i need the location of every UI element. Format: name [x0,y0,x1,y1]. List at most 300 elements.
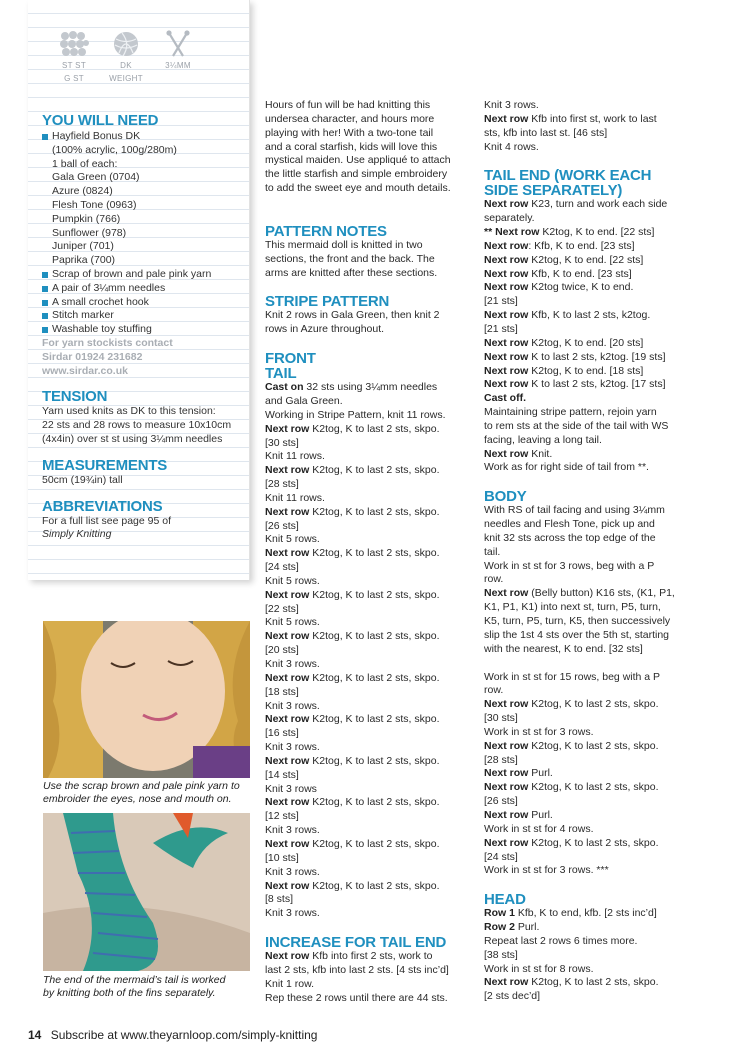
row-instruction: K2tog, K to last 2 sts, skpo. [309,754,440,767]
pattern-line [265,253,470,267]
material-item: Stitch marker [42,309,243,323]
row-instruction: K23, turn and work each side [528,198,668,211]
abbreviations-line-2: Simply Knitting [42,528,112,541]
row-label: Next row [484,198,529,211]
pattern-line [484,198,689,212]
pattern-line [265,672,470,686]
section-heading: INCREASE FOR TAIL END [265,934,447,952]
pattern-line [265,154,470,168]
pattern-line [484,518,689,532]
row-instruction: to rem sts at the side of the tail with WS [484,419,669,432]
row-instruction: Knit 3 rows [265,782,317,795]
pattern-line [484,907,689,921]
row-instruction: K2tog, K to last 2 sts, skpo. [309,547,440,560]
row-instruction: Purl. [528,767,553,780]
measurements-text: 50cm (19¾in) tall [42,473,123,486]
row-instruction: K2tog, K to last 2 sts, skpo. [528,976,659,989]
material-item: (100% acrylic, 100g/280m) [52,143,177,156]
row-instruction: K2tog, K to end. [20 sts] [528,336,644,349]
pattern-line [265,616,470,630]
row-label: Next row [265,796,310,809]
material-item: Flesh Tone (0963) [52,198,137,211]
pattern-line [484,406,689,420]
row-instruction: tail. [484,545,501,558]
row-instruction: Knit 3 rows. [265,699,320,712]
pattern-line [484,268,689,282]
stitch-info [57,30,91,84]
photo1-caption-line-1: Use the scrap brown and pale pink yarn to [43,780,240,792]
row-instruction: [30 sts] [484,712,518,725]
row-instruction: sts, kfb into last st. [46 sts] [484,126,608,139]
row-instruction: Knit 11 rows. [265,450,325,463]
row-instruction: [24 sts] [484,850,518,863]
row-instruction: facing, leaving a long tail. [484,433,602,446]
row-instruction: Rep these 2 rows until there are 44 sts. [265,991,448,1004]
row-instruction: 32 sts using 3¼mm needles [303,381,438,394]
subscribe-link[interactable]: Subscribe at www.theyarnloop.com/simply-knitting [50,1028,318,1042]
pattern-line [484,295,689,309]
row-instruction: Purl. [514,921,540,934]
row-label: Next row [265,464,310,477]
pattern-line [484,504,689,518]
row-instruction: and a coral starfish, kids will love this [265,140,438,153]
pattern-line [265,992,470,1006]
pattern-line [484,587,689,601]
pattern-line [484,212,689,226]
row-instruction: [24 sts] [265,561,299,574]
row-instruction: [28 sts] [265,478,299,491]
row-instruction: [2 sts dec’d] [484,990,541,1003]
row-label: Next row [484,739,529,752]
row-instruction: K2tog, K to last 2 sts, skpo. [528,739,659,752]
section-heading: TAIL END (WORK EACH [484,167,652,185]
materials-list [42,130,243,337]
pattern-line [484,740,689,754]
pattern-line [484,809,689,823]
pattern-line [484,226,689,240]
pattern-line [265,113,470,127]
row-instruction: the little starfish and simple embroidery [265,168,448,181]
section-heading: HEAD [484,891,526,909]
material-item: Hayfield Bonus DK [42,130,243,144]
row-instruction: last 2 sts, kfb into last 2 sts. [4 sts inc’d] [265,963,449,976]
row-instruction: Knit 3 rows. [265,865,320,878]
section-heading: SIDE SEPARATELY) [484,182,623,200]
row-instruction: K2tog twice, K to end. [528,281,634,294]
row-instruction: K2tog, K to last 2 sts, skpo. [528,698,659,711]
row-instruction: mystical maiden. Use appliqué to attach [265,154,451,167]
row-label: Next row [484,781,529,794]
pattern-line [484,823,689,837]
row-label: Next row [484,112,529,125]
row-instruction: [20 sts] [265,644,299,657]
pattern-line [484,864,689,878]
row-instruction: row. [484,573,504,586]
spacer [265,196,470,210]
pattern-line [484,560,689,574]
row-label: Next row [265,547,310,560]
pattern-line [265,907,470,921]
section-heading: PATTERN NOTES [265,222,387,240]
row-label: Next row [484,698,529,711]
pattern-line [265,464,470,478]
photo2-caption-line-1: The end of the mermaid’s tail is worked [43,974,226,986]
row-instruction: Work in st st for 8 rows. [484,962,594,975]
row-instruction: K2tog, K to last 2 sts, skpo. [528,836,659,849]
row-instruction: Hours of fun will be had knitting this [265,99,431,111]
row-instruction: [26 sts] [484,795,518,808]
photo1-caption-line-2: embroider the eyes, nose and mouth on. [43,793,232,805]
pattern-line [484,309,689,323]
pattern-line [484,629,689,643]
row-label: Next row [265,713,310,726]
pattern-line [265,506,470,520]
mermaid-tail-photo [43,813,250,971]
material-item: 1 ball of each: [52,157,118,170]
row-instruction: K2tog, K to last 2 sts, skpo. [309,671,440,684]
pattern-line [484,365,689,379]
row-label: Next row [265,754,310,767]
pattern-line [484,767,689,781]
row-instruction: Work in st st for 3 rows. *** [484,864,609,877]
row-instruction: Knit. [528,447,553,460]
row-label: Next row [484,767,529,780]
pattern-line [484,448,689,462]
row-instruction: [18 sts] [265,685,299,698]
pattern-line [265,727,470,741]
row-label: Next row [265,630,310,643]
row-instruction: Kfb into first 2 sts, work to [309,950,433,963]
row-instruction: K2tog, K to last 2 sts, skpo. [309,796,440,809]
pattern-line [484,113,689,127]
pattern-line [484,837,689,851]
row-instruction: arms are knitted after these sections. [265,266,438,279]
row-instruction: Work in st st for 3 rows, beg with a P [484,559,655,572]
pattern-line [265,755,470,769]
row-instruction: knit 32 sts across the top edge of the [484,531,656,544]
row-label: Next row [265,837,310,850]
row-instruction: Working in Stripe Pattern, knit 11 rows. [265,408,446,421]
pattern-line [265,783,470,797]
row-instruction: This mermaid doll is knitted in two [265,238,423,251]
pattern-line [484,420,689,434]
pattern-line [265,978,470,992]
pattern-line [484,698,689,712]
row-instruction: Purl. [528,808,553,821]
row-instruction: with the nearest, K to end. [32 sts] [484,642,643,655]
page-number: 14 [28,1028,42,1042]
pattern-line [484,990,689,1004]
row-instruction: K2tog, K to last 2 sts, skpo. [309,879,440,892]
pattern-line [265,658,470,672]
row-instruction: (Belly button) K16 sts, (K1, P1, [528,587,675,600]
row-label: Next row [484,309,529,322]
spacer [484,154,689,168]
row-instruction: Work as for right side of tail from **. [484,461,649,474]
row-label: Next row [484,587,529,600]
stockist-phone: Sirdar 01924 231682 [42,350,143,363]
material-item: Washable toy stuffing [42,323,243,337]
pattern-line [484,392,689,406]
material-item: Azure (0824) [52,185,113,198]
spacer [265,210,470,224]
row-instruction: to add the sweet eye and mouth details. [265,182,451,195]
row-instruction: Knit 4 rows. [484,140,539,153]
stitch-caption-1: ST ST [61,61,87,70]
needle-caption: 3¼MM [165,61,191,70]
row-instruction: Knit 2 rows in Gala Green, then knit 2 [265,309,440,322]
row-instruction: [21 sts] [484,322,518,335]
material-item: A pair of 3¼mm needles [42,282,243,296]
pattern-line [265,589,470,603]
spacer [265,921,470,935]
row-instruction: K5, turn, P5, turn, K5, then successively [484,615,671,627]
pattern-line [265,99,470,113]
row-instruction: Knit 11 rows. [265,491,325,504]
row-instruction: Knit 3 rows. [265,658,320,670]
pattern-line [265,395,470,409]
pattern-line [265,323,470,337]
row-instruction: Knit 5 rows. [265,574,320,587]
row-label: Next row [484,267,529,280]
row-instruction: [28 sts] [484,753,518,766]
photo2-caption-line-2: by knitting both of the fins separately. [43,987,216,999]
material-item: Paprika (700) [52,254,116,267]
pattern-line [265,630,470,644]
pattern-line [484,935,689,949]
row-instruction: Kfb, K to end. [23 sts] [528,267,632,280]
row-instruction: rows in Azure throughout. [265,323,385,336]
knit-stitch-icon [59,30,89,58]
pattern-line [265,437,470,451]
tension-line-2: 22 sts and 28 rows to measure 10x10cm [42,419,232,432]
pattern-line [265,796,470,810]
row-instruction: Work in st st for 3 rows. [484,725,594,738]
material-item: Sunflower (978) [52,226,127,239]
row-instruction: Knit 1 row. [265,977,315,990]
weight-caption-2: WEIGHT [109,74,143,83]
pattern-line [265,309,470,323]
pattern-line [265,575,470,589]
row-instruction: [22 sts] [265,602,299,615]
pattern-line [265,838,470,852]
pattern-line [265,644,470,658]
row-label: Row 2 [484,921,515,934]
mermaid-tail-image [43,813,250,971]
pattern-line [484,573,689,587]
tension-line-3: (4x4in) over st st using 3¼mm needles [42,432,223,445]
spacer [265,280,470,294]
pattern-line [265,603,470,617]
pattern-line [484,963,689,977]
row-instruction: undersea character, and hours more [265,112,435,125]
row-instruction: Repeat last 2 rows 6 times more. [484,934,638,947]
row-instruction: slip the 1st 4 sts over the 5th st, starting [484,628,670,641]
pattern-line [265,741,470,755]
weight-caption-1: DK [120,61,132,70]
row-instruction: K2tog, K to last 2 sts, skpo. [309,630,440,643]
row-instruction: [21 sts] [484,295,518,308]
abbreviations-heading: ABBREVIATIONS [42,497,163,515]
pattern-line [484,781,689,795]
row-instruction: Maintaining stripe pattern, rejoin yarn [484,406,657,419]
row-instruction: Knit 5 rows. [265,616,320,629]
pattern-line [265,810,470,824]
spacer [484,475,689,489]
pattern-line [484,615,689,629]
pattern-column-3 [484,99,689,1004]
row-label: Next row [265,588,310,601]
row-label: Next row [484,836,529,849]
pattern-line [484,337,689,351]
row-instruction: Knit 3 rows. [265,824,320,837]
pattern-line [484,754,689,768]
info-icons [57,30,243,84]
spacer [265,337,470,351]
row-instruction: Kfb, K to end, kfb. [2 sts inc’d] [514,907,657,920]
pattern-line [265,450,470,464]
measurements-heading: MEASUREMENTS [42,456,168,474]
row-label: Next row [484,239,529,252]
row-instruction: [30 sts] [265,436,299,449]
materials-sidebar [28,0,250,580]
row-instruction: K2tog, K to end. [18 sts] [528,364,644,377]
pattern-line [265,141,470,155]
pattern-line [484,532,689,546]
row-label: Next row [484,350,529,363]
material-item: A small crochet hook [42,296,243,310]
row-instruction: K2tog, K to last 2 sts, skpo. [309,588,440,601]
pattern-line [484,921,689,935]
tension-heading: TENSION [42,388,108,406]
row-instruction: K to last 2 sts, k2tog. [19 sts] [528,350,666,363]
row-instruction: [12 sts] [265,810,299,823]
pattern-line [265,852,470,866]
row-instruction: row. [484,684,504,697]
row-label: Next row [265,422,310,435]
pattern-line [265,950,470,964]
pattern-line [484,601,689,615]
pattern-line [484,949,689,963]
pattern-line [484,254,689,268]
row-instruction: needles and Flesh Tone, pick up and [484,518,655,531]
row-instruction: K2tog, K to last 2 sts, skpo. [309,713,440,726]
stockist-website[interactable]: www.sirdar.co.uk [42,364,128,377]
row-instruction: [8 sts] [265,893,294,906]
pattern-line [265,880,470,894]
pattern-column-2 [265,99,470,1005]
row-instruction: K1, P1, K1) into next st, turn, P5, turn, [484,601,661,614]
material-item: Pumpkin (766) [52,212,121,225]
pattern-line [265,381,470,395]
row-instruction: Knit 5 rows. [265,533,320,546]
weight-info [109,30,143,84]
row-instruction: [14 sts] [265,768,299,781]
pattern-line [265,168,470,182]
yarn-ball-icon [111,30,141,58]
pattern-line [265,520,470,534]
row-label: Row 1 [484,907,515,920]
row-instruction: K to last 2 sts, k2tog. [17 sts] [528,378,666,391]
abbreviations-line-1: For a full list see page 95 of [42,514,171,527]
row-instruction: K2tog, K to last 2 sts, skpo. [528,781,659,794]
pattern-line [484,712,689,726]
row-label: Cast on [265,381,304,394]
row-label: Next row [265,671,310,684]
mermaid-face-image [43,621,250,778]
pattern-line [484,240,689,254]
you-will-need-heading: YOU WILL NEED [42,112,159,129]
row-instruction: [38 sts] [484,948,518,961]
pattern-line [484,671,689,685]
row-instruction: Kfb, K to last 2 sts, k2tog. [528,309,651,322]
pattern-line [265,700,470,714]
row-instruction: K2tog, K to last 2 sts, skpo. [309,464,440,477]
pattern-line [484,851,689,865]
row-instruction: playing with her! With a two-tone tail [265,126,434,139]
photo1-caption [43,780,253,806]
pattern-line [484,127,689,141]
pattern-line [484,434,689,448]
pattern-line [484,99,689,113]
pattern-line [265,964,470,978]
row-instruction: [26 sts] [265,519,299,532]
row-instruction: Knit 3 rows. [484,99,539,111]
row-label: Next row [265,879,310,892]
tension-line-1: Yarn used knits as DK to this tension: [42,405,216,418]
material-item: Scrap of brown and pale pink yarn [42,268,243,282]
stockist-line-1: For yarn stockists contact [42,336,173,349]
pattern-line [265,423,470,437]
material-item: Gala Green (0704) [52,171,140,184]
pattern-line [265,824,470,838]
spacer [484,878,689,892]
pattern-line [265,267,470,281]
pattern-line [265,127,470,141]
row-label: Next row [484,447,529,460]
row-label: Cast off. [484,392,526,405]
pattern-line [484,323,689,337]
pattern-line [484,351,689,365]
row-instruction: Knit 3 rows. [265,741,320,754]
row-instruction: : Kfb, K to end. [23 sts] [528,239,635,252]
row-instruction: K2tog, K to end. [22 sts] [539,226,655,239]
pattern-line [484,726,689,740]
pattern-line [265,713,470,727]
row-instruction: sections, the front and the back. The [265,252,435,265]
section-heading: FRONT [265,350,316,368]
pattern-line [484,795,689,809]
pattern-line [484,281,689,295]
pattern-line [484,546,689,560]
row-label: Next row [484,378,529,391]
row-label: Next row [484,976,529,989]
pattern-line [265,561,470,575]
row-instruction: Kfb into first st, work to last [528,112,657,125]
row-label: Next row [484,336,529,349]
pattern-line [484,976,689,990]
row-instruction: Knit 3 rows. [265,907,320,920]
row-instruction: separately. [484,212,535,225]
row-instruction: K2tog, K to last 2 sts, skpo. [309,837,440,850]
needle-info [161,30,195,84]
pattern-line [265,866,470,880]
row-instruction: [10 sts] [265,851,299,864]
row-instruction: Work in st st for 15 rows, beg with a P [484,670,661,683]
section-heading: TAIL [265,365,297,383]
stitch-caption-2: G ST [64,74,84,83]
pattern-line [484,141,689,155]
